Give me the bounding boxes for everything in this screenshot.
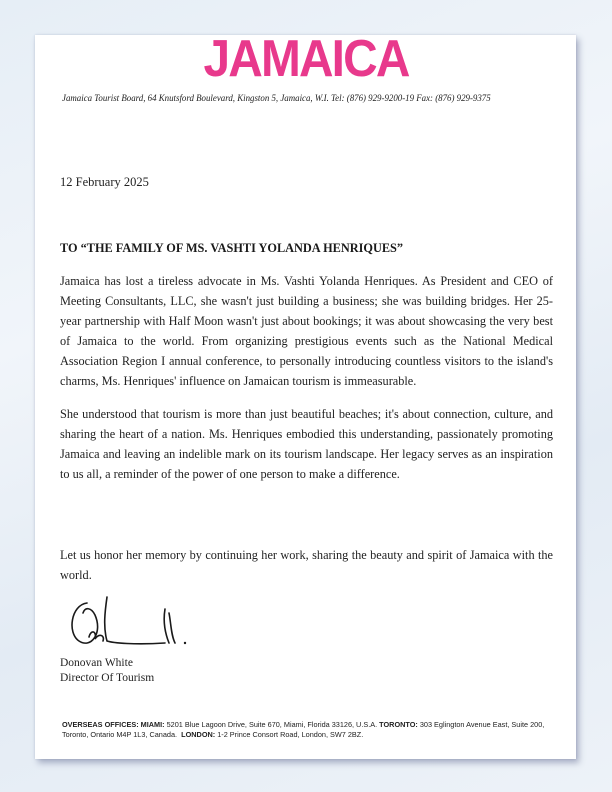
footer-london-address: 1-2 Prince Consort Road, London, SW7 2BZ.: [217, 730, 364, 739]
signature-image: [65, 593, 195, 653]
body-paragraph-3: Let us honor her memory by continuing her work, sharing the beauty and spirit of Jamaica with the world.: [60, 548, 553, 582]
overseas-offices-footer: [62, 720, 562, 740]
footer-label: OVERSEAS OFFICES:: [62, 720, 139, 729]
body-paragraph-2: She understood that tourism is more than just beautiful beaches; it's about connection, culture, and sharing the heart of a nation. Ms. Henriques embodied this understanding, passionately promoting Jamaica and leaving an indelible mark on its tourism landscape. Her legacy serves as an inspiration to us all, a reminder of the power of one person to make a difference.: [60, 407, 553, 481]
letter-page: [35, 30, 576, 759]
body-paragraph-1: Jamaica has lost a tireless advocate in Ms. Vashti Yolanda Henriques. As President and CEO of Meeting Consultants, LLC, she wasn't just building a business; she was building bridges. Her 25-year partnership with Half Moon wasn't just about bookings; it was about showcasing the very best of Jamaica to the world. From organizing prestigious events such as the National Medical Association Region I annual conference, to personally introducing countless visitors to the island's charms, Ms. Henriques' influence on Jamaican tourism is immeasurable.: [60, 274, 553, 388]
letter-salutation: TO “THE FAMILY OF MS. VASHTI YOLANDA HENRIQUES”: [60, 241, 404, 255]
letterhead-address: Jamaica Tourist Board, 64 Knutsford Boulevard, Kingston 5, Jamaica, W.I. Tel: (876) 929-9200-19 Fax: (876) 929-9375: [62, 93, 491, 103]
letter-date: 12 February 2025: [60, 175, 149, 189]
footer-toronto-address: 303 Eglington Avenue East, Suite 200, Toronto, Ontario M4P 1L3, Canada.: [62, 720, 545, 739]
signer-title: Director Of Tourism: [60, 672, 155, 684]
signer-name: Donovan White: [60, 657, 133, 669]
footer-miami-address: 5201 Blue Lagoon Drive, Suite 670, Miami, Florida 33126, U.S.A.: [166, 720, 378, 729]
footer-toronto-label: TORONTO:: [379, 720, 418, 729]
signer-block: [60, 656, 154, 686]
footer-miami-label: MIAMI:: [140, 720, 165, 729]
jamaica-logo: JAMAICA: [203, 30, 409, 88]
footer-london-label: LONDON:: [181, 730, 216, 739]
